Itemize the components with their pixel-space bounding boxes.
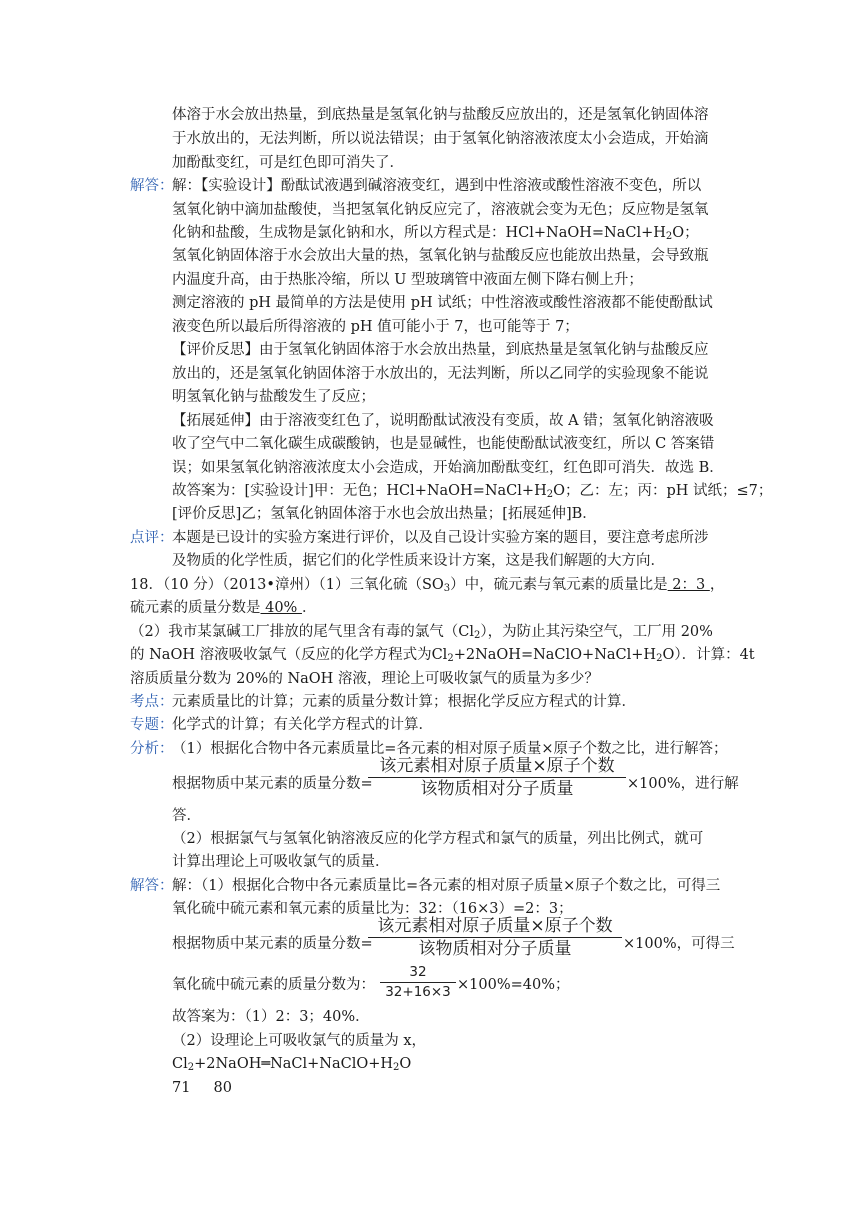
- molar-mass-line: 71 80: [172, 1080, 232, 1096]
- mass-fraction-formula: 该元素相对原子质量×原子个数 该物质相对分子质量: [368, 755, 626, 800]
- question-line: 溶质质量分数为 20%的 NaOH 溶液，理论上可吸收氯气的质量为多少？: [130, 671, 599, 687]
- text-line: 液变色所以最后所得溶液的 pH 值可能小于 7，也可能等于 7；: [172, 319, 579, 335]
- sulfur-fraction: $\frac{32}{32+16\times 3}$: [380, 963, 456, 1002]
- question-line: 的 NaOH 溶液吸收氯气（反应的化学方程式为$Cl_2+2NaOH=NaClO+NaCl+H_2O$）．计算：4t: [130, 647, 755, 664]
- text-line: 明氢氧化钠与盐酸发生了反应；: [172, 389, 375, 405]
- text-line: 答．: [172, 808, 201, 824]
- text-line: 化学式的计算；有关化学方程式的计算．: [172, 717, 433, 733]
- text-line: 【评价反思】由于氢氧化钠固体溶于水会放出热量，到底热量是氢氧化钠与盐酸反应: [172, 342, 709, 358]
- text-line: 解：【实验设计】酚酞试液遇到碱溶液变红，遇到中性溶液或酸性溶液不变色，所以: [172, 178, 702, 194]
- chemical-equation: $Cl_2+2NaOH═NaCl+NaClO+H_2O$: [172, 1056, 412, 1073]
- text-line: （2）设理论上可吸收氯气的质量为 x，: [172, 1033, 427, 1049]
- text-line: （1）根据化合物中各元素质量比=各元素的相对原子质量×原子个数之比，进行解答；: [172, 741, 728, 757]
- text-line: 本题是已设计的实验方案进行评价，以及自己设计实验方案的题目，要注意考虑所涉: [172, 530, 709, 546]
- equation-line: 化钠和盐酸，生成物是氯化钠和水，所以方程式是：$HCl+NaOH=NaCl+H_2O$；: [172, 225, 699, 242]
- text-line: 【拓展延伸】由于溶液变红色了，说明酚酞试液没有变质，故 A 错；氢氧化钠溶液吸: [172, 413, 714, 429]
- text-line: 体溶于水会放出热量，到底热量是氢氧化钠与盐酸反应放出的，还是氢氧化钠固体溶: [172, 107, 709, 123]
- text-line: 元素质量比的计算；元素的质量分数计算；根据化学反应方程式的计算．: [172, 694, 636, 710]
- text-line: 误；如果氢氧化钠溶液浓度太小会造成，开始滴加酚酞变红，红色即可消失．故选 B．: [172, 460, 724, 476]
- answer-blank: 40%: [260, 600, 302, 616]
- text-line: 于水放出的，无法判断，所以说法错误；由于氢氧化钠溶液浓度太小会造成，开始滴: [172, 131, 709, 147]
- text-line: 加酚酞变红，可是红色即可消失了．: [172, 155, 404, 171]
- analysis-label: 分析：: [130, 741, 174, 757]
- formula-line: 根据物质中某元素的质量分数=: [172, 776, 373, 792]
- text-line: 氢氧化钠固体溶于水会放出大量的热，氢氧化钠与盐酸反应也能放出热量，会导致瓶: [172, 248, 709, 264]
- text-line: 内温度升高，由于热胀冷缩，所以 U 型玻璃管中液面左侧下降右侧上升；: [172, 272, 643, 288]
- answer-label: 解答：: [130, 178, 174, 194]
- text-line: 解：（1）根据化合物中各元素质量比=各元素的相对原子质量×原子个数之比，可得三: [172, 878, 721, 894]
- text-line: 氧化硫中硫元素和氧元素的质量比为：32：（16×3）=2：3；: [172, 901, 573, 917]
- text-line: [评价反思]乙；氢氧化钠固体溶于水也会放出热量；[拓展延伸]B．: [172, 506, 597, 522]
- text-line: 放出的，还是氢氧化钠固体溶于水放出的，无法判断，所以乙同学的实验现象不能说: [172, 366, 709, 382]
- formula-suffix: ×100%，可得三: [623, 936, 735, 952]
- text-line: 氢氧化钠中滴加盐酸使，当把氢氧化钠反应完了，溶液就会变为无色；反应物是氢氧: [172, 202, 709, 218]
- question-line: 硫元素的质量分数是 40% ．: [130, 600, 317, 616]
- answer-blank: 2：3: [667, 577, 710, 593]
- text-line: （2）根据氯气与氢氧化钠溶液反应的化学方程式和氯气的质量，列出比例式，就可: [172, 831, 704, 847]
- text-line: 故答案为：（1）2：3；40%．: [172, 1009, 370, 1025]
- question-line: 18．（10 分）（2013•漳州）（1）三氧化硫$(SO_3)$中，硫元素与氧元素的质量比是 2：3 ，: [130, 577, 725, 594]
- text-line: 及物质的化学性质，据它们的化学性质来设计方案，这是我们解题的大方向．: [172, 553, 665, 569]
- formula-line: 氧化硫中硫元素的质量分数为：: [172, 977, 375, 993]
- formula-suffix: ×100%=40%；: [457, 977, 570, 993]
- text-line: 测定溶液的 pH 最简单的方法是使用 pH 试纸；中性溶液或酸性溶液都不能使酚酞试: [172, 295, 713, 311]
- mass-fraction-formula: 该元素相对原子质量×原子个数 该物质相对分子质量: [368, 915, 622, 960]
- question-line: （2）我市某氯碱工厂排放的尾气里含有毒的氯气$(Cl_2)$，为防止其污染空气，工厂用 20%: [130, 624, 713, 641]
- answer-label: 解答：: [130, 878, 174, 894]
- answer-summary-line: 故答案为：[实验设计]甲：无色；$HCl+NaOH=NaCl+H_2O$；乙：左；丙：pH 试纸；≤7；: [172, 483, 773, 500]
- topic-label: 专题：: [130, 717, 174, 733]
- formula-suffix: ×100%，进行解: [627, 776, 739, 792]
- formula-line: 根据物质中某元素的质量分数=: [172, 936, 373, 952]
- text-line: 收了空气中二氧化碳生成碳酸钠，也是显碱性，也能使酚酞试液变红，所以 C 答案错: [172, 436, 715, 452]
- keypoint-label: 考点：: [130, 694, 174, 710]
- text-line: 计算出理论上可吸收氯气的质量．: [172, 854, 390, 870]
- comment-label: 点评：: [130, 530, 174, 546]
